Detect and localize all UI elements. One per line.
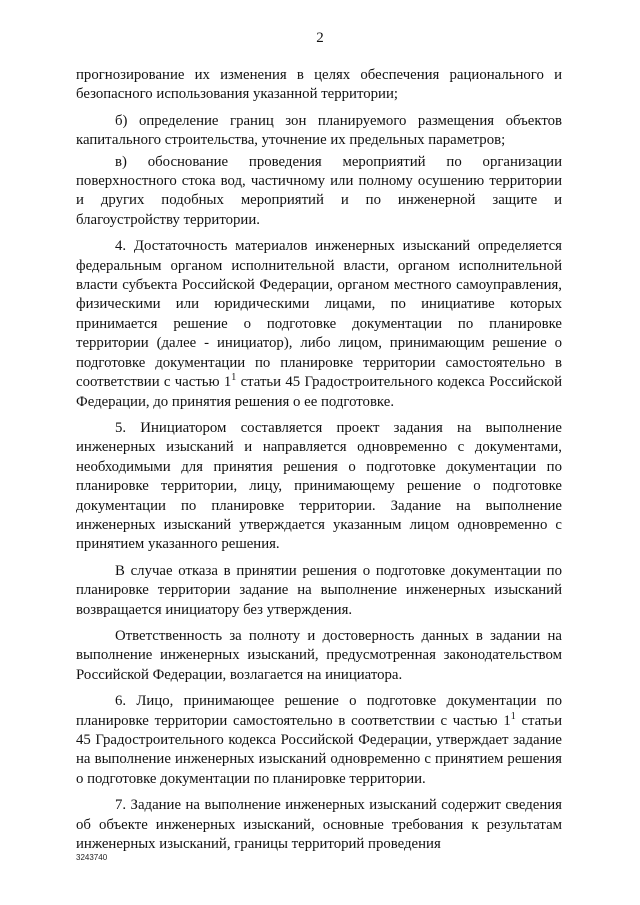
paragraph: Ответственность за полноту и достоверность данных в задании на выполнение инженерных изысканий, предусмотренная законодательством Российской Федерации, возлагается на инициатора. [76, 627, 562, 683]
document-code: 3243740 [76, 853, 108, 862]
superscript: 1 [510, 710, 516, 722]
paragraph: 7. Задание на выполнение инженерных изысканий содержит сведения об объекте инженерных изысканий, основные требования к результатам инженерных изысканий, границы территорий проведения [76, 797, 562, 853]
paragraph: б) определение границ зон планируемого размещения объектов капитального строительства, уточнение их предельных параметров; [76, 112, 562, 149]
paragraph-text: статьи 45 Градостроительного кодекса Российской Федерации, до принятия решения о ее подготовке. [76, 374, 562, 410]
paragraph [76, 237, 562, 412]
paragraph: прогнозирование их изменения в целях обеспечения рационального и безопасного использования указанной территории; [76, 67, 562, 103]
paragraph-text: 6. Лицо, принимающее решение о подготовке документации по планировке территории самостоятельно в соответствии с частью 1 [76, 693, 562, 729]
paragraph-text: статьи 45 Градостроительного кодекса Российской Федерации, утверждает задание на выполнение инженерных изысканий одновременно с принятием решения о подготовке документации по планировке территории. [76, 712, 562, 787]
paragraph [76, 692, 562, 789]
paragraph-text: 4. Достаточность материалов инженерных изысканий определяется федеральным органом исполнительной власти, органом исполнительной власти субъекта Российской Федерации, органом местного самоуправления, физическими или юридическими лицами, по инициативе которых принимается решение о подготовке документации по планировке территории (далее - инициатор), либо лицом, принимающим решение о подготовке документации по планировке территории самостоятельно в соответствии с частью 1 [76, 238, 562, 391]
paragraph: в) обоснование проведения мероприятий по организации поверхностного стока вод, частичному или полному осушению территории и других подобных мероприятий и по инженерной защите и благоустройству территории. [76, 153, 562, 228]
document-body [76, 66, 562, 861]
paragraph: 5. Инициатором составляется проект задания на выполнение инженерных изысканий и направляется одновременно с документами, необходимыми для принятия решения о подготовке документации по планировке территории, лицу, принимающему решение о подготовке документации по планировке территории. Задание на выполнение инженерных изысканий утверждается указанным лицом одновременно с принятием указанного решения. [76, 419, 562, 553]
superscript: 1 [231, 372, 237, 384]
paragraph: В случае отказа в принятии решения о подготовке документации по планировке территории задание на выполнение инженерных изысканий возвращается инициатору без утверждения. [76, 562, 562, 618]
page-number: 2 [316, 30, 324, 46]
